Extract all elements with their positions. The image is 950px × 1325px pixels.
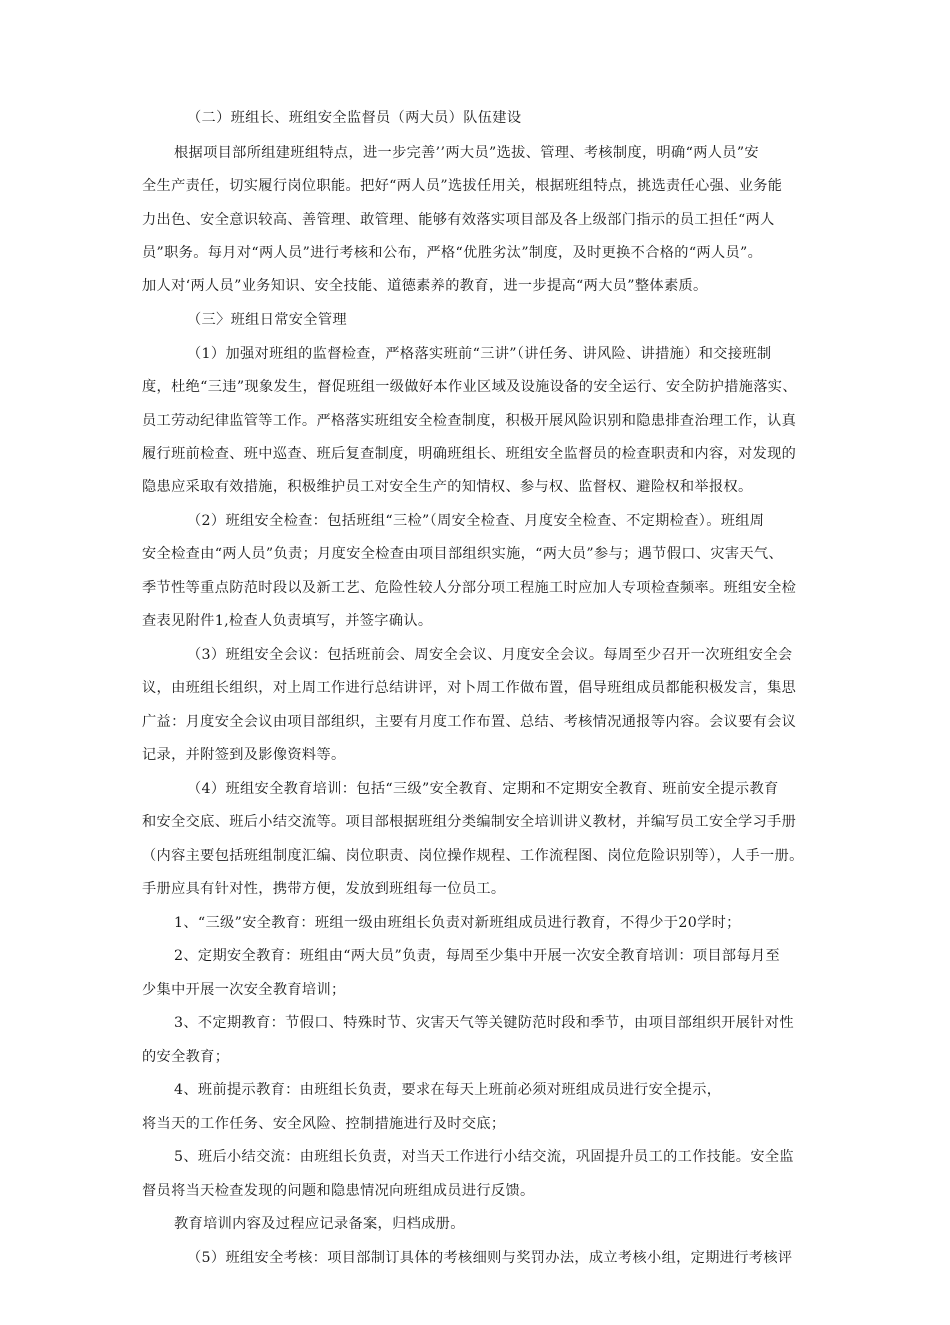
text-line: 1、“三级”安全教育：班组一级由班组长负责对新班组成员进行教育，不得少于20学时； [174, 915, 741, 931]
text-line: 将当天的工作任务、安全风险、控制措施进行及时交底； [142, 1116, 506, 1132]
text-line: （3）班组安全会议：包括班前会、周安全会议、月度安全会议。每周至少召开一次班组安全会 [187, 647, 793, 663]
text-line: 督员将当天检查发现的问题和隐患情况向班组成员进行反馈。 [142, 1183, 535, 1199]
text-line: 的安全教育； [142, 1049, 230, 1065]
text-line: 议，由班组长组织，对上周工作进行总结讲评，对卜周工作做布置，倡导班组成员都能积极发言，集思 [142, 680, 797, 696]
text-line: 2、定期安全教育：班组由“两大员”负责，每周至少集中开展一次安全教育培训：项目部每月至 [174, 948, 781, 964]
text-line: 加人对‘两人员”业务知识、安全技能、道德素养的教育，进一步提高“两大员”整体素质。 [142, 278, 708, 294]
text-line: 少集中开展一次安全教育培训； [142, 982, 346, 998]
text-line: 手册应具有针对性，携带方便，发放到班组每一位员工。 [142, 881, 506, 897]
text-line: 广益：月度安全会议由项目部组织，主要有月度工作布置、总结、考核情况通报等内容。会议要有会议 [142, 714, 797, 730]
text-line: （2）班组安全检查：包括班组“三检”（周安全检查、月度安全检查、不定期检查）。班组周 [187, 513, 765, 529]
text-line: （二）班组长、班组安全监督员（两大员）队伍建设 [187, 110, 522, 126]
text-line: 履行班前检查、班中巡查、班后复查制度，明确班组长、班组安全监督员的检查职责和内容，对发现的 [142, 446, 797, 462]
text-line: 员工劳动纪律监管等工作。严格落实班组安全检查制度，积极开展风险识别和隐患排查治理工作，认真 [142, 413, 797, 429]
text-line: 员”职务。每月对“两人员”进行考核和公布，严格“优胜劣汰”制度，及时更换不合格的“两人员”。 [142, 245, 763, 261]
text-line: 记录，并附签到及影像资料等。 [142, 747, 346, 763]
text-line: 全生产责任，切实履行岗位职能。把好“两人员”选拔任用关，根据班组特点，挑选责任心强、业务能 [142, 178, 783, 194]
text-line: 4、班前提示教育：由班组长负责，要求在每天上班前必须对班组成员进行安全提示， [174, 1082, 722, 1098]
text-line: （内容主要包括班组制度汇编、岗位职责、岗位操作规程、工作流程图、岗位危险识别等），人手一册。 [142, 848, 804, 864]
text-line: 5、班后小结交流：由班组长负责，对当天工作进行小结交流，巩固提升员工的工作技能。安全监 [174, 1149, 794, 1165]
text-line: 和安全交底、班后小结交流等。项目部根据班组分类编制安全培训讲义教材，并编写员工安全学习手册 [142, 814, 797, 830]
text-line: 3、不定期教育：节假口、特殊时节、灾害天气等关键防范时段和季节，由项目部组织开展针对性 [174, 1015, 794, 1031]
text-line: 隐患应采取有效措施，积极维护员工对安全生产的知情权、参与权、监督权、避险权和举报权。 [142, 479, 753, 495]
text-line: 力出色、安全意识较高、善管理、敢管理、能够有效落实项目部及各上级部门指示的员工担任“两人 [142, 212, 775, 228]
text-line: 根据项目部所组建班组特点，进一步完善’’两大员”选拔、管理、考核制度，明确“两人员”安 [174, 145, 759, 161]
text-line: 季节性等重点防范时段以及新工艺、危险性较人分部分项工程施工时应加人专项检查频率。班组安全检 [142, 580, 797, 596]
text-line: 查表见附件1,检查人负责填写，并签字确认。 [142, 613, 433, 629]
text-line: 度，杜绝“三违”现象发生，督促班组一级做好本作业区域及设施设备的安全运行、安全防护措施落实、 [142, 379, 797, 395]
text-line: 教育培训内容及过程应记录备案，归档成册。 [174, 1216, 465, 1232]
text-line: （4）班组安全教育培训：包括“三级”安全教育、定期和不定期安全教育、班前安全提示教育 [187, 781, 779, 797]
text-line: （5）班组安全考核：项目部制订具体的考核细则与奖罚办法，成立考核小组，定期进行考核评 [187, 1250, 793, 1266]
text-line: （三〉班组日常安全管理 [187, 312, 347, 328]
text-line: （1）加强对班组的监督检查，严格落实班前“三讲”（讲任务、讲风险、讲措施）和交接班制 [187, 346, 772, 362]
text-line: 安全检查由“两人员”负责；月度安全检查由项目部组织实施，“两大员”参与；遇节假口、灾害天气、 [142, 546, 783, 562]
